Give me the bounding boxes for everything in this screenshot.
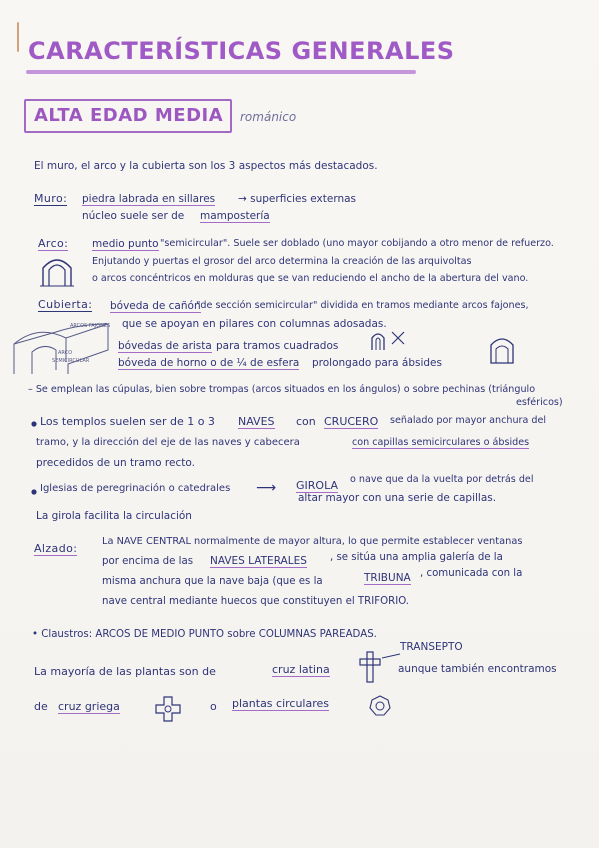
intro-text: El muro, el arco y la cubierta son los 3 aspectos más destacados. [34,160,378,172]
alzado-label: Alzado: [34,542,78,555]
peregrinacion-line1a: Iglesias de peregrinación o catedrales [40,483,231,494]
arco-line1b: "semicircular". Suele ser doblado (uno mayor cobijando a otro menor de refuerzo. [160,238,554,249]
cubierta-line4b: prolongado para ábsides [312,357,442,369]
muro-line1a: piedra labrada en sillares [82,193,216,205]
sketch-label-semicircular: SEMICIRCULAR [52,358,90,364]
arch-sketch-icon [40,254,74,288]
peregrinacion-line2: altar mayor con una serie de capillas. [298,492,497,504]
title-underline [26,70,416,74]
plantas-line2c: o [210,700,217,713]
plantas-line1a: La mayoría de las plantas son de [34,665,216,678]
cubierta-label: Cubierta: [38,298,93,311]
peregrinacion-line1c: GIROLA [296,479,338,492]
plantas-line1c: aunque también encontramos [398,663,557,675]
templos-line1b: NAVES [238,415,275,428]
alzado-line3a: misma anchura que la nave baja (que es la [102,576,323,587]
cubierta-line2: que se apoyan en pilares con columnas adosadas. [122,318,387,330]
muro-line1b: → superficies externas [238,193,357,205]
arco-line1a: medio punto [92,238,159,250]
bullet-dot [30,420,38,428]
templos-line1d: CRUCERO [324,415,379,428]
sketch-label-arco: ARCO [58,350,73,356]
alzado-line4: nave central mediante huecos que constituyen el TRIFORIO. [102,596,410,607]
plantas-line2a: de [34,700,48,713]
plantas-line2b: cruz griega [58,700,120,713]
templos-line3: precedidos de un tramo recto. [36,457,195,469]
alzado-line2b: NAVES LATERALES [210,555,307,567]
templos-line2b: con capillas semicirculares o ábsides [352,437,530,448]
peregrinacion-line1d: o nave que da la vuelta por detrás del [350,474,534,485]
section-heading: ALTA EDAD MEDIA [34,105,224,126]
cubierta-line4a: bóveda de horno o de ¼ de esfera [118,357,300,369]
peregrinacion-line3: La girola facilita la circulación [36,510,192,522]
claustros-line: • Claustros: ARCOS DE MEDIO PUNTO sobre COLUMNAS PAREADAS. [32,629,377,640]
alzado-line3c: , comunicada con la [420,568,523,579]
cupulas-line2: esféricos) [516,397,563,408]
cupulas-line1: – Se emplean las cúpulas, bien sobre trompas (arcos situados en los ángulos) o sobre pechinas (triángulo [28,384,536,395]
transepto-label: TRANSEPTO [400,641,463,653]
arco-label: Arco: [38,237,69,250]
circular-plan-icon [368,694,392,718]
apse-vault-icon [488,335,516,365]
muro-line2b: mampostería [200,210,270,222]
bullet-dot [30,488,38,496]
plantas-line2d: plantas circulares [232,697,330,710]
muro-line2a: núcleo suele ser de [82,210,185,222]
margin-line [17,22,19,52]
plantas-line1b: cruz latina [272,663,330,676]
cubierta-line1a: bóveda de cañón [110,300,201,312]
arco-line2: Enjutando y puertas el grosor del arco determina la creación de las arquivoltas [92,256,472,267]
alzado-line2a: por encima de las [102,556,194,567]
templos-line2a: tramo, y la dirección del eje de las naves y cabecera [36,437,300,448]
peregrinacion-arrow: ⟶ [256,480,277,496]
cubierta-line3a: bóvedas de arista [118,340,212,352]
page-title: CARACTERÍSTICAS GENERALES [28,37,455,65]
cubierta-line1b: "de sección semicircular" dividida en tramos mediante arcos fajones, [196,300,529,311]
muro-label: Muro: [34,192,68,205]
arco-line3: o arcos concéntricos en molduras que se van reduciendo el ancho de la abertura del vano. [92,273,529,284]
side-note: románico [240,110,297,124]
alzado-line1: La NAVE CENTRAL normalmente de mayor altura, lo que permite establecer ventanas [102,536,523,547]
cubierta-line3b: para tramos cuadrados [216,340,339,352]
cross-vault-icon [370,330,410,352]
templos-line1c: con [296,415,316,428]
alzado-line2c: , se sitúa una amplia galería de la [330,552,503,563]
greek-cross-icon [154,695,182,723]
alzado-line3b: TRIBUNA [364,572,411,584]
latin-cross-icon [358,650,382,684]
section-heading-box [24,99,232,133]
templos-line1e: señalado por mayor anchura del [390,415,547,426]
sketch-label-fajones: ARCOS FAJONES [70,323,111,329]
templos-line1a: Los templos suelen ser de 1 o 3 [40,415,215,428]
